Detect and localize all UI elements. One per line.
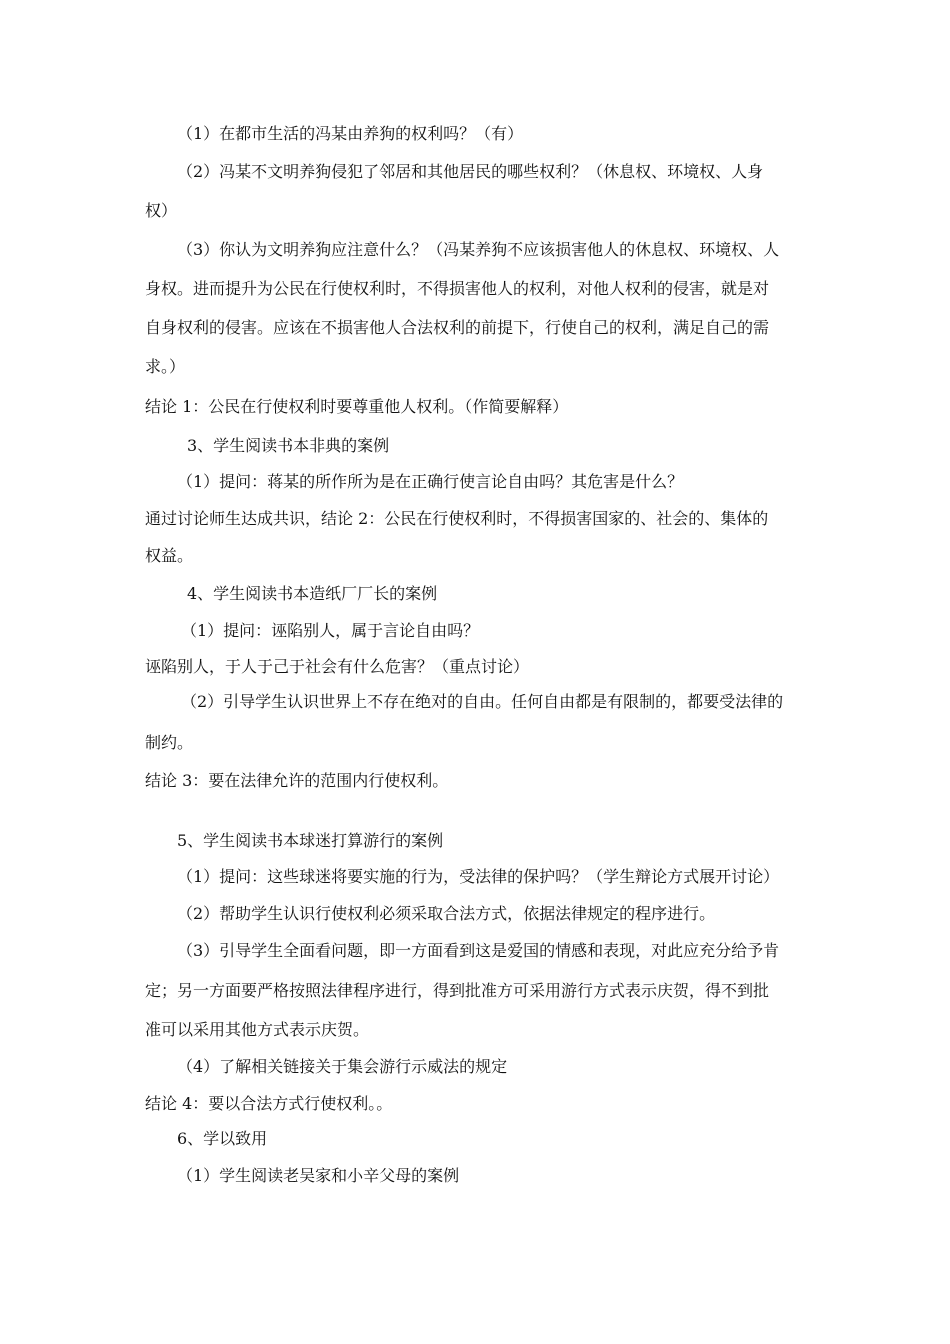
text-line: （2）帮助学生认识行使权利必须采取合法方式，依据法律规定的程序进行。 [177, 904, 716, 923]
text-line: （1）提问：诬陷别人，属于言论自由吗？ [181, 621, 480, 640]
section-heading-5: 5、学生阅读书本球迷打算游行的案例 [177, 831, 444, 850]
text-line: （1）提问：蒋某的所作所为是在正确行使言论自由吗？其危害是什么？ [177, 472, 684, 491]
conclusion-3: 结论 3：要在法律允许的范围内行使权利。 [145, 771, 449, 790]
conclusion-4: 结论 4：要以合法方式行使权利。。 [145, 1094, 393, 1113]
text-line: 准可以采用其他方式表示庆贺。 [145, 1020, 370, 1039]
section-heading-6: 6、学以致用 [177, 1129, 268, 1148]
conclusion-1: 结论 1：公民在行使权利时要尊重他人权利。（作简要解释） [145, 397, 569, 416]
text-line: （2）冯某不文明养狗侵犯了邻居和其他居民的哪些权利？（休息权、环境权、人身 [177, 162, 764, 181]
section-heading-4: 4、学生阅读书本造纸厂厂长的案例 [187, 584, 438, 603]
text-line: 自身权利的侵害。应该在不损害他人合法权利的前提下，行使自己的权利，满足自己的需 [145, 318, 770, 337]
text-line: （2）引导学生认识世界上不存在绝对的自由。任何自由都是有限制的，都要受法律的 [181, 692, 784, 711]
text-line: 通过讨论师生达成共识，结论 2：公民在行使权利时，不得损害国家的、社会的、集体的 [145, 509, 769, 528]
text-line: （3）引导学生全面看问题，即一方面看到这是爱国的情感和表现，对此应充分给予肯 [177, 941, 780, 960]
text-line: （1）学生阅读老吴家和小辛父母的案例 [177, 1166, 460, 1185]
text-line: （1）提问：这些球迷将要实施的行为，受法律的保护吗？（学生辩论方式展开讨论） [177, 867, 780, 886]
text-line: （3）你认为文明养狗应注意什么？（冯某养狗不应该损害他人的休息权、环境权、人 [177, 240, 780, 259]
section-heading-3: 3、学生阅读书本非典的案例 [187, 436, 390, 455]
text-line: 权益。 [145, 546, 194, 565]
text-line: 权） [145, 201, 178, 220]
text-line: 定；另一方面要严格按照法律程序进行，得到批准方可采用游行方式表示庆贺，得不到批 [145, 981, 770, 1000]
text-line: （4）了解相关链接关于集会游行示威法的规定 [177, 1057, 508, 1076]
text-line: 制约。 [145, 733, 194, 752]
text-line: 诬陷别人，于人于己于社会有什么危害？（重点讨论） [145, 657, 530, 676]
text-line: 求。） [145, 357, 186, 376]
text-line: 身权。进而提升为公民在行使权利时，不得损害他人的权利，对他人权利的侵害，就是对 [145, 279, 770, 298]
text-line: （1）在都市生活的冯某由养狗的权利吗？（有） [177, 124, 524, 143]
